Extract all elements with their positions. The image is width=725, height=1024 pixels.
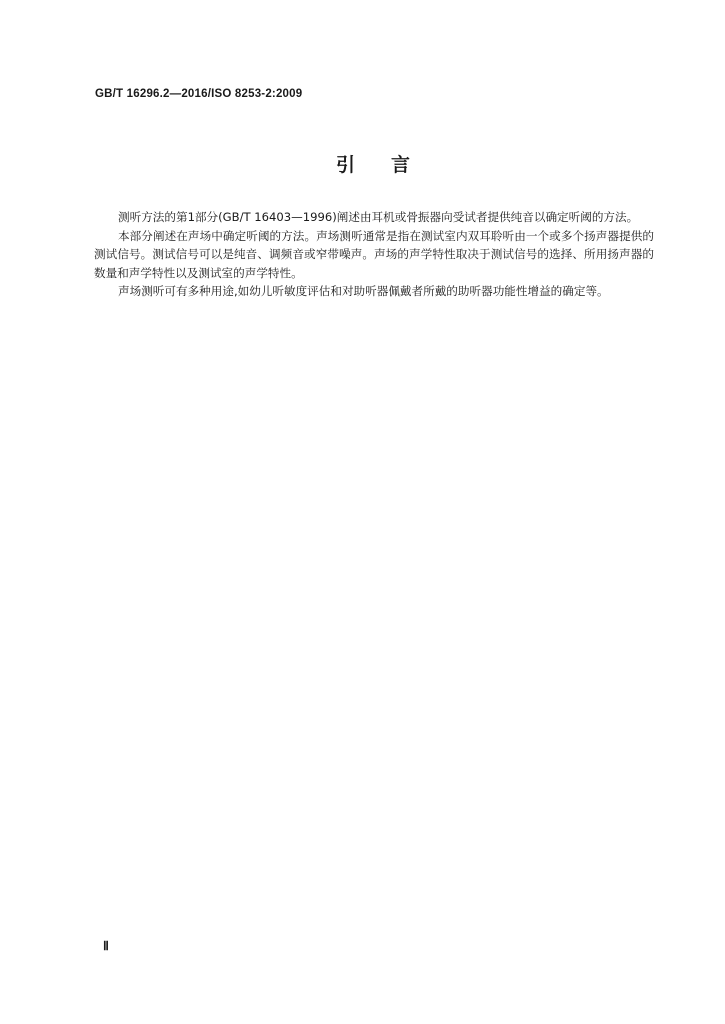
- section-title: 引言: [336, 154, 447, 176]
- standard-number-header: GB/T 16296.2—2016/ISO 8253-2:2009: [95, 88, 303, 100]
- paragraph-1: 测听方法的第1部分(GB/T 16403—1996)阐述由耳机或骨振器向受试者提供纯音以确定听阈的方法。: [118, 210, 639, 224]
- page-number: Ⅱ: [103, 939, 109, 953]
- paragraph-2: 本部分阐述在声场中确定听阈的方法。声场测听通常是指在测试室内双耳聆听由一个或多个扬声器提供的测试信号。测试信号可以是纯音、调频音或窄带噪声。声场的声学特性取决于测试信号的选择、所用扬声器的数量和声学特性以及测试室的声学特性。: [94, 228, 654, 280]
- paragraph-3: 声场测听可有多种用途,如幼儿听敏度评估和对助听器佩戴者所戴的助听器功能性增益的确定等。: [118, 284, 609, 298]
- body-text: [94, 208, 654, 301]
